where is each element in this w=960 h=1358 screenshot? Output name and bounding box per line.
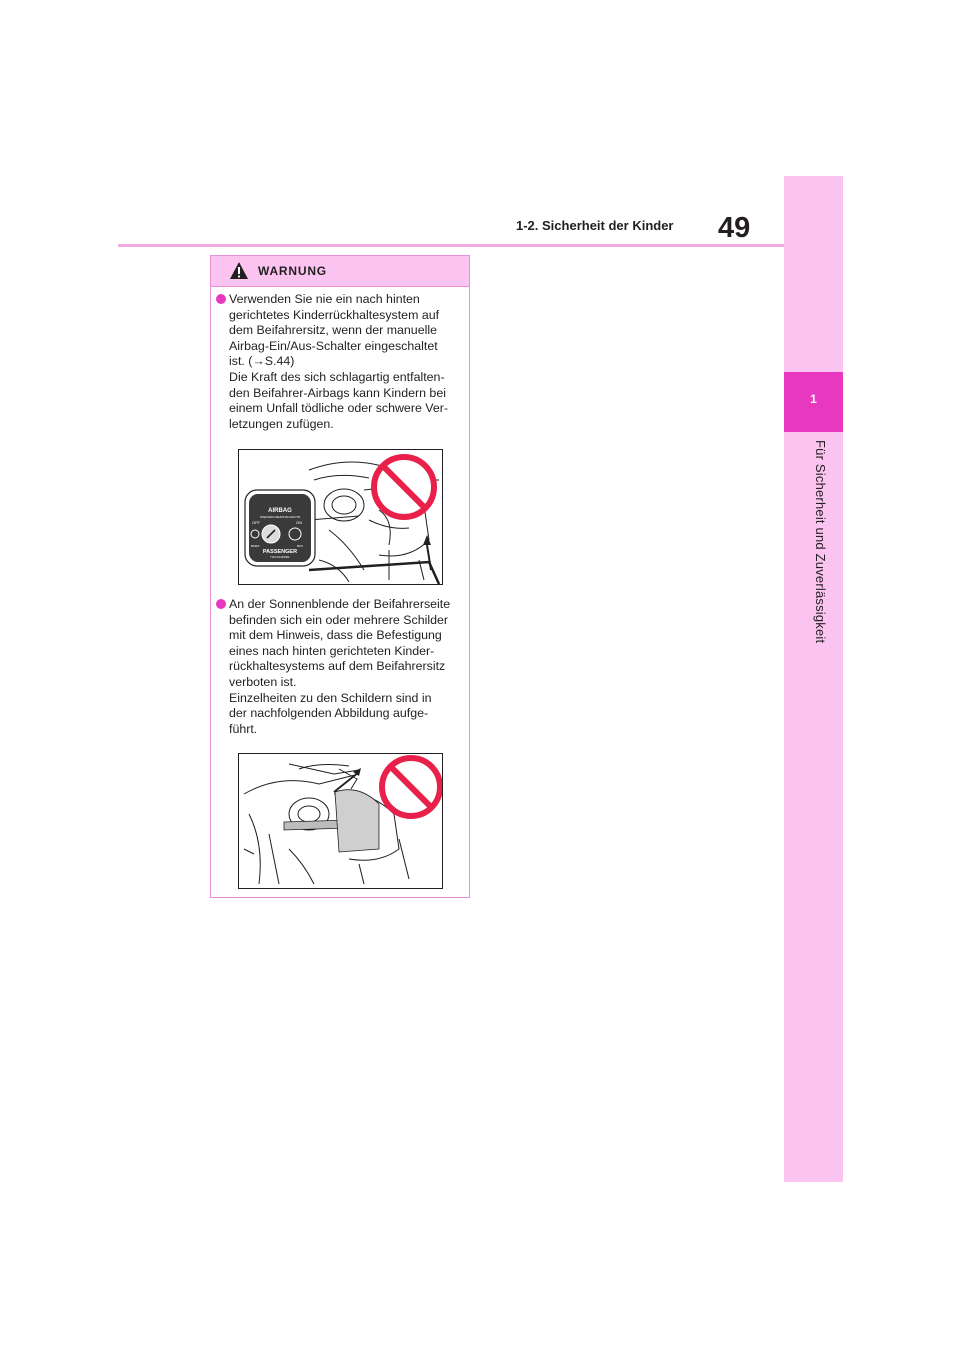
text-line: führt. [229,721,258,736]
cabin-drawing [239,754,443,889]
text-line: Airbag-Ein/Aus-Schalter eingeschaltet [229,338,438,353]
text-line: letzungen zufügen. [229,416,334,431]
text-line: mit dem Hinweis, dass die Befestigung [229,628,442,643]
off-label: OFF [252,520,260,525]
text-line: gerichtetes Kinderrückhaltesystem auf [229,307,440,322]
chapter-title: Für Sicherheit und Zuverlässigkeit [813,440,828,644]
text-line: den Beifahrer-Airbags kann Kindern bei [229,385,446,400]
text-line: verboten ist. [229,674,297,689]
text-line: eines nach hinten gerichteten Kinder- [229,643,435,658]
airbag-label: AIRBAG [268,508,292,514]
on-label-ru: ВКЛ [297,544,303,548]
text-line: Die Kraft des sich schlagartig entfalten- [229,369,445,384]
bullet-icon [216,294,226,304]
on-label: ON [296,520,302,525]
text-line: dem Beifahrersitz, wenn der manuelle [229,323,437,338]
warning-header [211,256,469,287]
warning-box [210,255,470,898]
text-line: Einzelheiten zu den Schildern sind in [229,690,432,705]
bullet-icon [216,599,226,609]
airbag-label-ru: ПОДУШКА БЕЗОПАСНОСТИ [259,515,301,519]
header-rule [118,244,784,247]
text-line: einem Unfall tödliche oder schwere Ver- [229,401,449,416]
chapter-number: 1 [810,392,817,406]
text-line: ist. (→S.44) [229,354,295,369]
passenger-label-ru: ПАССАЖИРА [270,555,290,559]
section-title: 1-2. Sicherheit der Kinder [516,218,674,233]
page-number: 49 [718,212,751,244]
text-line: An der Sonnenblende der Beifahrerseite [229,597,451,611]
airbag-switch-illustration [238,449,443,585]
chapter-side-tab [784,176,843,1182]
warning-item-2-text [229,597,465,737]
passenger-label: PASSENGER [262,549,298,555]
warning-title: WARNUNG [258,264,327,278]
warning-triangle-icon [229,261,249,280]
text-line: befinden sich ein oder mehrere Schilder [229,612,449,627]
text-line: rückhaltesystems auf dem Beifahrersitz [229,659,446,674]
text-line: Verwenden Sie nie ein nach hinten [229,292,420,306]
prohibition-icon [382,758,440,816]
warning-item-1-text [229,292,465,432]
text-line: der nachfolgenden Abbildung aufge- [229,706,429,721]
prohibition-icon [374,457,434,517]
off-label-ru: ВЫКЛ [251,544,260,548]
sun-visor-illustration [238,753,443,889]
